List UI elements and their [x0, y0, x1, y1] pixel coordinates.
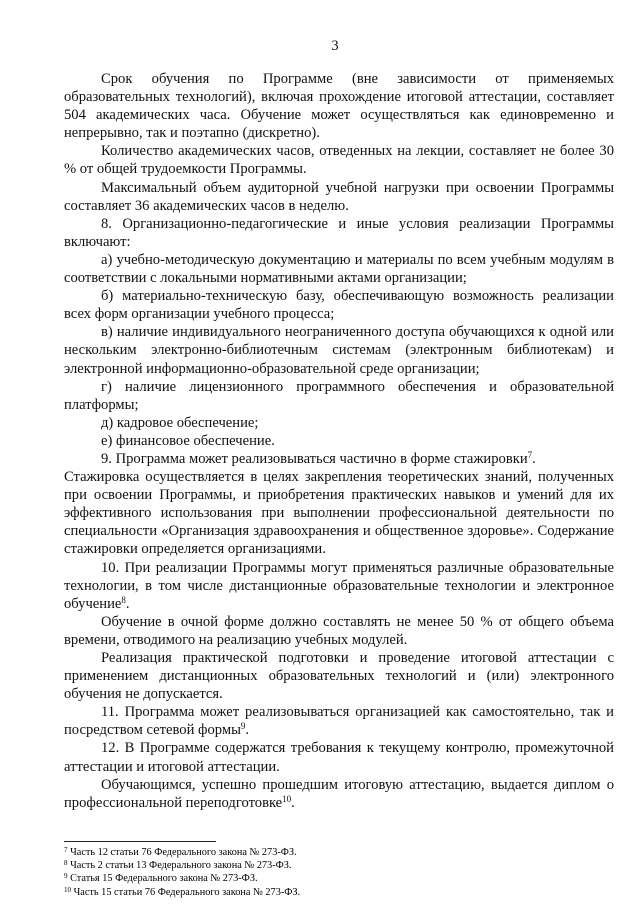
- paragraph: 10. При реализации Программы могут применяться различные образовательные технологии, в том числе дистанционные образовательные технологии и электронное обучение$^8$.: [64, 559, 614, 612]
- paragraph: Количество академических часов, отведенных на лекции, составляет не более 30 % от общей трудоемкости Программы.: [64, 143, 614, 178]
- paragraph: д) кадровое обеспечение;: [101, 414, 259, 431]
- paragraph: 8. Организационно-педагогические и иные условия реализации Программы включают:: [64, 215, 614, 250]
- page-number: 3: [331, 38, 339, 54]
- paragraph: Обучение в очной форме должно составлять не менее 50 % от общего объема времени, отводимого на реализацию учебных модулей.: [64, 613, 614, 648]
- footnote: $^9$ Статья 15 Федерального закона № 273-ФЗ.: [64, 872, 258, 885]
- footnote: $^8$ Часть 2 статьи 13 Федерального закона № 273-ФЗ.: [64, 859, 292, 872]
- paragraph: г) наличие лицензионного программного обеспечения и образовательной платформы;: [64, 378, 614, 413]
- footnote-ref[interactable]: 9: [240, 721, 246, 732]
- paragraph: Срок обучения по Программе (вне зависимости от применяемых образовательных технологий), включая прохождение итоговой аттестации, составляет 504 академических часа. Обучение может осуществляться как единовременно и непрерывно, так и поэтапно (дискретно).: [64, 71, 614, 142]
- paragraph: Стажировка осуществляется в целях закрепления теоретических знаний, полученных при освоении Программы, и приобретения практических навыков и умений для их эффективного использования при выполнении профессиональной деятельности по специальности «Организация здравоохранения и общественное здоровье». Содержание стажировки определяется организациями.: [64, 469, 614, 558]
- footnotes: [64, 846, 604, 899]
- footnote-ref[interactable]: 8: [121, 594, 126, 605]
- paragraph: а) учебно-методическую документацию и материалы по всем учебным модулям в соответствии с локальными нормативными актами организации;: [64, 251, 614, 287]
- paragraph: е) финансовое обеспечение.: [101, 432, 275, 449]
- paragraph: Реализация практической подготовки и проведение итоговой аттестации с применением дистанционных образовательных технологий и (или) электронного обучения не допускается.: [64, 650, 614, 703]
- paragraph: Обучающимся, успешно прошедшим итоговую аттестацию, выдается диплом о профессиональной переподготовке$^{10}$.: [64, 776, 614, 811]
- paragraph: в) наличие индивидуального неограниченного доступа обучающихся к одной или нескольким электронно-библиотечным системам (электронным библиотекам) и электронной информационно-образовательной среде организации;: [64, 324, 614, 377]
- paragraph: Максимальный объем аудиторной учебной нагрузки при освоении Программы составляет 36 академических часов в неделю.: [64, 179, 614, 214]
- body-text: [64, 70, 614, 812]
- footnote-ref[interactable]: 7: [527, 449, 533, 460]
- paragraph: 12. В Программе содержатся требования к текущему контролю, промежуточной аттестации и итоговой аттестации.: [64, 740, 614, 775]
- footnote: $^7$ Часть 12 статьи 76 Федерального закона № 273-ФЗ.: [64, 846, 297, 858]
- footnote-divider: [64, 841, 216, 842]
- paragraph: б) материально-техническую базу, обеспечивающую возможность реализации всех форм организации учебного процесса;: [64, 288, 614, 323]
- paragraph: 9. Программа может реализовываться частично в форме стажировки$^7$.: [101, 449, 536, 467]
- footnote-ref[interactable]: 10: [282, 793, 292, 804]
- paragraph: 11. Программа может реализовываться организацией как самостоятельно, так и посредством сетевой формы$^9$.: [64, 704, 614, 739]
- footnote: $^{10}$ Часть 15 статьи 76 Федерального закона № 273-ФЗ.: [64, 885, 301, 898]
